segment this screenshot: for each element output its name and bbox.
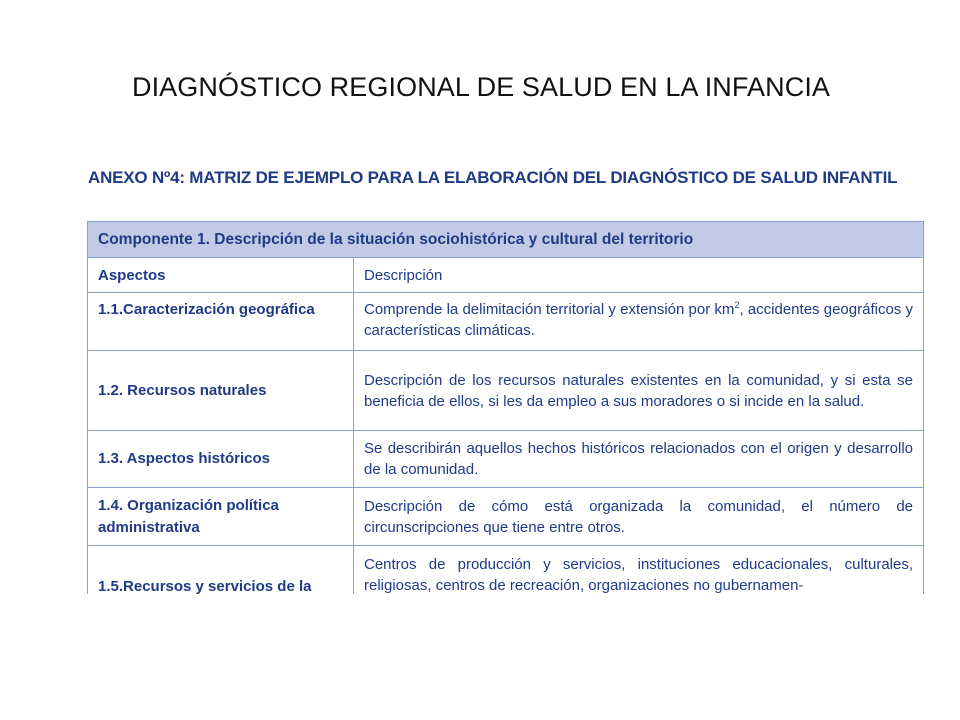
header-description: Descripción: [354, 258, 924, 293]
description-text-continued: , accidentes geográficos y características climáticas.: [364, 301, 914, 339]
slide-title: DIAGNÓSTICO REGIONAL DE SALUD EN LA INFANCIA: [131, 72, 831, 102]
description-cell: Centros de producción y servicios, instituciones educacionales, culturales, religiosas, centros de recreación, organizaciones no gubernamen-: [354, 546, 924, 595]
description-cell: [354, 293, 924, 351]
diagnosis-matrix-table: [87, 221, 924, 594]
header-aspects: Aspectos: [88, 258, 354, 293]
component-row: [88, 222, 924, 258]
superscript: 2: [734, 300, 740, 310]
table-row: [88, 293, 924, 351]
aspect-cell: 1.4. Organización política administrativa: [88, 488, 354, 546]
description-cell: Descripción de los recursos naturales existentes en la comunidad, y si esta se beneficia de ellos, si les da empleo a sus moradores o si incide en la salud.: [354, 351, 924, 431]
table-header-row: [88, 258, 924, 293]
aspect-cell: 1.2. Recursos naturales: [88, 351, 354, 431]
component-title: Componente 1. Descripción de la situación sociohistórica y cultural del territorio: [88, 222, 924, 258]
aspect-cell: 1.5.Recursos y servicios de la: [88, 546, 354, 595]
description-cell: Se describirán aquellos hechos históricos relacionados con el origen y desarrollo de la comunidad.: [354, 431, 924, 488]
aspect-cell: 1.1.Caracterización geográfica: [88, 293, 354, 351]
description-cell: Descripción de cómo está organizada la comunidad, el número de circunscripciones que tiene entre otros.: [354, 488, 924, 546]
description-text: Comprende la delimitación territorial y extensión por km: [364, 301, 735, 318]
aspect-cell: 1.3. Aspectos históricos: [88, 431, 354, 488]
annex-heading: ANEXO Nº4: MATRIZ DE EJEMPLO PARA LA ELABORACIÓN DEL DIAGNÓSTICO DE SALUD INFANTIL: [88, 168, 898, 187]
table-row: [88, 431, 924, 488]
document-excerpt: [86, 164, 924, 594]
table-row: [88, 488, 924, 546]
table-row: [88, 546, 924, 595]
table-row: [88, 351, 924, 431]
